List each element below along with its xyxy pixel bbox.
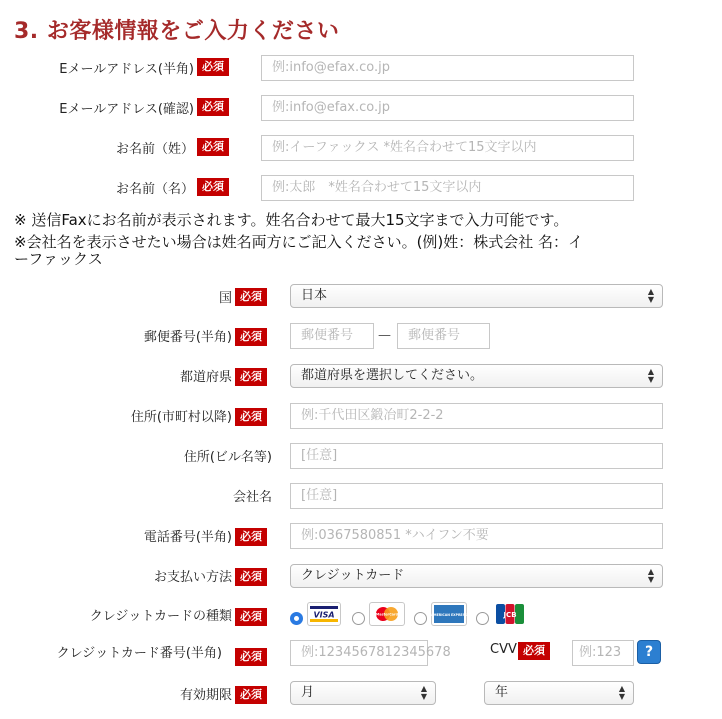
card-amex-logo	[431, 602, 467, 626]
phone-required-badge: 必須	[235, 528, 267, 546]
note-line-2: ※会社名を表示させたい場合は姓名両方にご記入ください。(例)姓：株式会社 名：イ	[14, 233, 584, 251]
email-confirm-input[interactable]: 例:info@efax.co.jp	[261, 95, 634, 121]
address2-input[interactable]: [任意]	[290, 443, 663, 469]
cvv-label: CVV	[490, 642, 517, 657]
phone-label: 電話番号(半角)	[143, 530, 232, 545]
address2-label: 住所(ビル名等)	[183, 450, 272, 465]
address1-label: 住所(市町村以降)	[130, 410, 232, 425]
email-confirm-label: Eメールアドレス(確認)	[59, 102, 194, 117]
svg-text:MasterCard: MasterCard	[375, 612, 399, 617]
prefecture-required-badge: 必須	[235, 368, 267, 386]
cvv-required-badge: 必須	[518, 642, 550, 660]
card-mastercard-logo	[369, 602, 405, 626]
email-required-badge: 必須	[197, 58, 229, 76]
card-visa-radio[interactable]	[290, 612, 303, 625]
expiry-year-select[interactable]	[484, 681, 634, 705]
section-title: 3. お客様情報をご入力ください	[14, 19, 340, 44]
email-input[interactable]: 例:info@efax.co.jp	[261, 55, 634, 81]
card-type-label: クレジットカードの種類	[89, 609, 232, 624]
last-name-input[interactable]: 例:イーファックス *姓名合わせて15文字以内	[261, 135, 634, 161]
mastercard-icon	[370, 603, 404, 625]
phone-input[interactable]: 例:0367580851 *ハイフン不要	[290, 523, 663, 549]
jcb-icon	[495, 602, 525, 626]
first-name-input[interactable]: 例:太郎 *姓名合わせて15文字以内	[261, 175, 634, 201]
postal-code-second-input[interactable]: 郵便番号	[397, 323, 490, 349]
first-name-required-badge: 必須	[197, 178, 229, 196]
country-select[interactable]	[290, 284, 663, 308]
address1-input[interactable]: 例:千代田区鍛冶町2-2-2	[290, 403, 663, 429]
country-label: 国	[218, 291, 232, 306]
postal-required-badge: 必須	[235, 328, 267, 346]
prefecture-select[interactable]	[290, 364, 663, 388]
payment-select-value: クレジットカード	[301, 568, 405, 583]
country-select-value: 日本	[301, 288, 328, 303]
expiry-label: 有効期限	[179, 688, 232, 703]
card-amex-radio[interactable]	[414, 612, 427, 625]
address1-required-badge: 必須	[235, 408, 267, 426]
postal-label: 郵便番号(半角)	[143, 330, 232, 345]
prefecture-label: 都道府県	[179, 370, 232, 385]
first-name-label: お名前（名）	[115, 182, 194, 197]
card-mastercard-radio[interactable]	[352, 612, 365, 625]
visa-icon	[308, 603, 340, 625]
payment-required-badge: 必須	[235, 568, 267, 586]
note-line-3: ーファックス	[14, 250, 103, 268]
updown-arrows-icon: ▲ ▼	[618, 684, 625, 701]
postal-code-first-input[interactable]: 郵便番号	[290, 323, 374, 349]
updown-arrows-icon: ▲ ▼	[647, 367, 654, 384]
email-label: Eメールアドレス(半角)	[59, 62, 194, 77]
card-number-required-badge: 必須	[235, 648, 267, 666]
expiry-year-value: 年	[495, 685, 509, 700]
card-visa-logo	[307, 602, 341, 626]
svg-text:AMERICAN EXPRESS: AMERICAN EXPRESS	[430, 613, 468, 617]
updown-arrows-icon: ▲ ▼	[647, 567, 654, 584]
card-number-label: クレジットカード番号(半角)	[56, 646, 222, 661]
card-jcb-radio[interactable]	[476, 612, 489, 625]
email-confirm-required-badge: 必須	[197, 98, 229, 116]
last-name-label: お名前（姓）	[115, 142, 194, 157]
company-label: 会社名	[232, 490, 272, 505]
card-number-input[interactable]: 例:1234567812345678	[290, 640, 428, 666]
card-type-required-badge: 必須	[235, 608, 267, 626]
postal-separator: —	[378, 328, 391, 343]
note-line-1: ※ 送信Faxにお名前が表示されます。姓名合わせて最大15文字まで入力可能です。	[14, 211, 569, 229]
expiry-month-value: 月	[301, 685, 315, 700]
updown-arrows-icon: ▲ ▼	[420, 684, 427, 701]
company-input[interactable]: [任意]	[290, 483, 663, 509]
card-jcb-logo	[495, 602, 525, 626]
prefecture-select-value: 都道府県を選択してください。	[301, 368, 484, 383]
payment-select[interactable]	[290, 564, 663, 588]
svg-text:JCB: JCB	[503, 611, 517, 619]
expiry-required-badge: 必須	[235, 686, 267, 704]
svg-text:VISA: VISA	[313, 610, 335, 620]
cvv-help-button[interactable]: ?	[637, 640, 661, 664]
country-required-badge: 必須	[235, 288, 267, 306]
cvv-input[interactable]: 例:123	[572, 640, 634, 666]
payment-label: お支払い方法	[153, 570, 232, 585]
updown-arrows-icon: ▲ ▼	[647, 287, 654, 304]
amex-icon	[432, 603, 466, 625]
last-name-required-badge: 必須	[197, 138, 229, 156]
expiry-month-select[interactable]	[290, 681, 436, 705]
